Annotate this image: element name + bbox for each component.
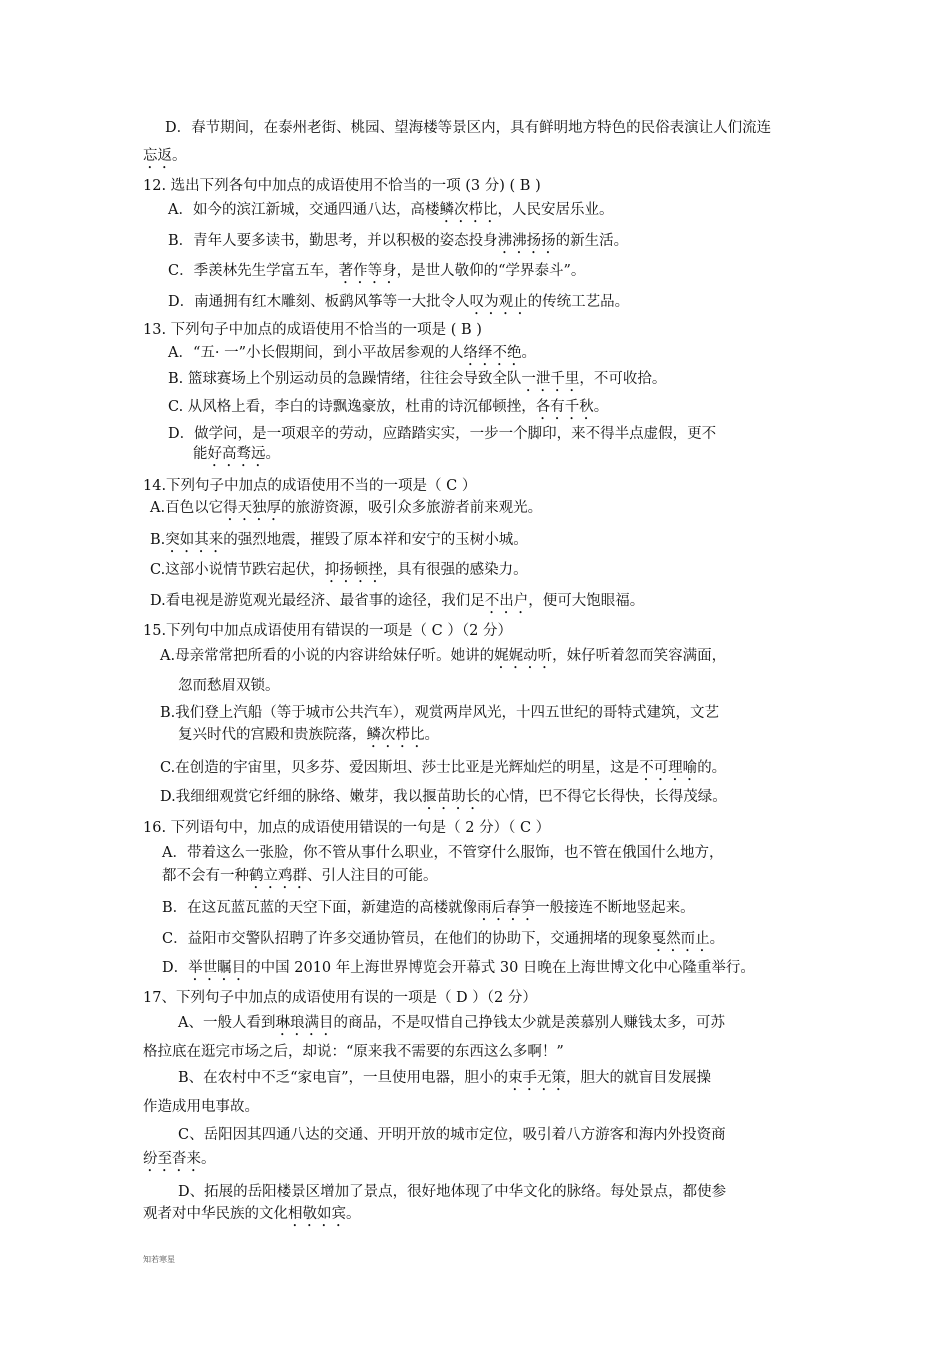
text-segment: ，是世人敬仰的“学界泰斗”。: [396, 263, 586, 279]
text-segment: ，便可大饱眼福。: [528, 593, 645, 609]
text-segment: B. 篮球赛场上个别运动员的急躁情绪，往往会导致全队: [168, 371, 522, 387]
text-line: [168, 369, 666, 395]
dotted-idiom: 好高骛远: [207, 446, 266, 462]
text-segment: 。: [424, 727, 439, 743]
text-line: [143, 320, 482, 340]
dotted-idiom: 鳞次栉比: [366, 727, 425, 743]
text-segment: D．南通拥有红木雕刻、板鹞风筝等一大批令人: [168, 294, 470, 310]
text-line: [160, 787, 727, 813]
text-segment: 的新生活。: [555, 233, 629, 249]
text-segment: 。: [593, 399, 609, 415]
text-line: [178, 676, 280, 696]
text-segment: 忽而愁眉双锁。: [178, 678, 280, 694]
text-segment: C、岳阳因其四通八达的交通、开明开放的城市定位，吸引着八方游客和海内外投资商: [178, 1127, 726, 1143]
text-line: [160, 758, 726, 784]
text-line: [178, 1013, 725, 1039]
text-segment: 的。: [697, 760, 727, 776]
dotted-idiom: 束手无策: [507, 1070, 566, 1086]
text-segment: 、引人注目的可能。: [307, 868, 438, 884]
dotted-idiom: 鹤立鸡群: [249, 868, 307, 884]
text-segment: 一般接连不断地竖起来。: [535, 900, 695, 916]
text-segment: 的传统工艺品。: [527, 294, 630, 310]
dotted-idiom: 沸沸扬扬: [497, 233, 556, 249]
text-segment: ，不可收拾。: [579, 371, 667, 387]
text-line: [160, 703, 719, 723]
text-segment: 能: [193, 446, 208, 462]
text-segment: 的商品，不是叹惜自己挣钱太少就是羡慕别人赚钱太多，可苏: [333, 1015, 725, 1031]
text-segment: ，具有很强的感染力。: [382, 562, 528, 578]
text-line: [162, 866, 438, 892]
text-segment: D．: [162, 960, 189, 976]
text-segment: D．春节期间，在泰州老街、桃园、望海楼等景区内，具有鲜明地方特色的民俗表演让人们流连: [165, 120, 772, 136]
text-line: [168, 424, 716, 444]
text-segment: 。: [201, 1151, 216, 1167]
text-segment: ，人民安居乐业。: [497, 202, 614, 218]
text-segment: D．做学问，是一项艰辛的劳动，应踏踏实实，一步一个脚印，来不得半点虚假，更不: [168, 426, 717, 442]
text-line: [150, 591, 644, 617]
dotted-idiom: 得天独厚: [223, 500, 282, 516]
text-segment: D、拓展的岳阳楼景区增加了景点，很好地体现了中华文化的脉络。每处景点，都使参: [178, 1184, 727, 1200]
text-line: [162, 958, 755, 984]
text-line: [162, 929, 724, 955]
dotted-idiom: 琳琅满目: [275, 1015, 334, 1031]
text-segment: C.这部小说情节跌宕起伏，: [150, 562, 325, 578]
text-segment: 的心情，巴不得它长得快，长得茂绿。: [480, 789, 727, 805]
text-segment: 。: [265, 446, 280, 462]
text-segment: C.在创造的宇宙里，贝多芬、爱因斯坦、莎士比亚是光辉灿烂的明星，这是: [160, 760, 640, 776]
text-segment: 格拉底在逛完市场之后，却说：“原来我不需要的东西这么多啊！”: [143, 1044, 564, 1060]
dotted-idiom: 揠苗助长: [422, 789, 481, 805]
text-segment: 都不会有一种: [162, 868, 249, 884]
dotted-idiom: 举世瞩目: [188, 960, 247, 976]
text-line: [143, 1204, 361, 1230]
dotted-idiom: 戛然而止: [651, 931, 710, 947]
text-segment: 。: [346, 1206, 361, 1222]
text-line: [143, 621, 512, 641]
text-line: [162, 843, 723, 863]
text-line: [193, 444, 280, 470]
dotted-idiom: 忘返: [143, 148, 172, 164]
dotted-idiom: 不可理喻: [639, 760, 698, 776]
text-segment: 作造成用电事故。: [143, 1099, 259, 1115]
text-segment: 的强烈地震，摧毁了原本祥和安宁的玉树小城。: [223, 532, 528, 548]
dotted-idiom: 不出户: [484, 593, 529, 609]
text-segment: C．益阳市交警队招聘了许多交通协管员，在他们的协助下，交通拥堵的现象: [162, 931, 652, 947]
dotted-idiom: 纷至沓来: [143, 1151, 201, 1167]
text-line: [178, 1125, 726, 1145]
text-segment: C. 从风格上看，李白的诗飘逸豪放，杜甫的诗沉郁顿挫，: [168, 399, 536, 415]
text-segment: 复兴时代的宫殿和贵族院落，: [178, 727, 367, 743]
dotted-idiom: 雨后春笋: [477, 900, 536, 916]
text-line: [178, 1182, 726, 1202]
dotted-idiom: 娓娓动听: [494, 648, 553, 664]
text-segment: A．如今的滨江新城，交通四通八达，高楼: [168, 202, 440, 218]
text-line: [178, 725, 439, 751]
text-segment: D.我细细观赏它纤细的脉络、嫩芽，我以: [160, 789, 423, 805]
text-line: [143, 1097, 259, 1117]
text-segment: D.看电视是游览观光最经济、最省事的途径，我们足: [150, 593, 485, 609]
text-segment: 。: [709, 931, 725, 947]
text-segment: A、一般人看到: [178, 1015, 276, 1031]
text-segment: B.: [150, 532, 166, 548]
text-line: [178, 1068, 711, 1094]
dotted-idiom: 抑扬顿挫: [324, 562, 383, 578]
text-line: [168, 343, 536, 369]
text-segment: 观者对中华民族的文化: [143, 1206, 288, 1222]
text-line: [168, 292, 629, 318]
text-segment: ，妹仔听着忽而笑容满面，: [552, 648, 727, 664]
dotted-idiom: 著作等身: [338, 263, 397, 279]
text-segment: 13. 下列句子中加点的成语使用不恰当的一项是 ( B ): [143, 322, 482, 338]
dotted-idiom: 鳞次栉比: [439, 202, 498, 218]
text-segment: B．青年人要多读书，勤思考，并以积极的姿态投身: [168, 233, 498, 249]
text-segment: 17、下列句子中加点的成语使用有误的一项是（ D ）（2 分）: [143, 990, 537, 1006]
dotted-idiom: 相敬如宾: [288, 1206, 346, 1222]
text-segment: 。: [521, 345, 537, 361]
text-line: [143, 176, 541, 196]
text-line: [143, 818, 550, 838]
text-line: [150, 530, 528, 556]
text-line: [150, 498, 542, 524]
text-line: [143, 1149, 216, 1175]
text-line: [165, 118, 771, 138]
dotted-idiom: 突如其来: [165, 532, 224, 548]
dotted-idiom: 一泄千里: [521, 371, 580, 387]
text-line: [168, 397, 608, 423]
text-segment: 15.下列句中加点成语使用有错误的一项是（ C ）（2 分）: [143, 623, 512, 639]
text-segment: 14.下列句子中加点的成语使用不当的一项是（ C ）: [143, 478, 477, 494]
text-segment: B．在这瓦蓝瓦蓝的天空下面，新建造的高楼就像: [162, 900, 478, 916]
text-segment: 16. 下列语句中，加点的成语使用错误的一句是（ 2 分）（ C ）: [143, 820, 551, 836]
text-line: [162, 898, 695, 924]
page-footer: 知若寒星: [143, 1255, 175, 1264]
text-line: [143, 988, 537, 1008]
text-segment: 12. 选出下列各句中加点的成语使用不恰当的一项 (3 分) ( B ): [143, 178, 541, 194]
dotted-idiom: 各有千秋: [535, 399, 594, 415]
text-line: [168, 200, 613, 226]
text-segment: 的旅游资源，吸引众多旅游者前来观光。: [281, 500, 543, 516]
text-segment: 的中国 2010 年上海世界博览会开幕式 30 日晚在上海世博文化中心隆重举行。: [246, 960, 755, 976]
text-segment: 。: [172, 148, 187, 164]
text-line: [143, 476, 476, 496]
text-line: [150, 560, 528, 586]
text-segment: A.百色以它: [150, 500, 224, 516]
text-segment: A．“五· 一”小长假期间，到小平故居参观的人: [168, 345, 464, 361]
text-segment: ，胆大的就盲目发展操: [565, 1070, 711, 1086]
text-segment: C．季羡林先生学富五车，: [168, 263, 339, 279]
dotted-idiom: 叹为观止: [469, 294, 528, 310]
text-segment: A．带着这么一张脸，你不管从事什么职业，不管穿什么服饰，也不管在俄国什么地方，: [162, 845, 724, 861]
text-line: [160, 646, 726, 672]
text-segment: B.我们登上汽船（等于城市公共汽车），观赏两岸风光，十四五世纪的哥特式建筑，文艺: [160, 705, 720, 721]
text-line: [168, 231, 628, 257]
text-segment: A.母亲常常把所看的小说的内容讲给妹仔听。她讲的: [160, 648, 495, 664]
text-line: [143, 146, 187, 172]
text-line: [168, 261, 585, 287]
text-line: [143, 1042, 564, 1062]
dotted-idiom: 络绎不绝: [463, 345, 522, 361]
text-segment: B、在农村中不乏“家电盲”，一旦使用电器，胆小的: [178, 1070, 508, 1086]
